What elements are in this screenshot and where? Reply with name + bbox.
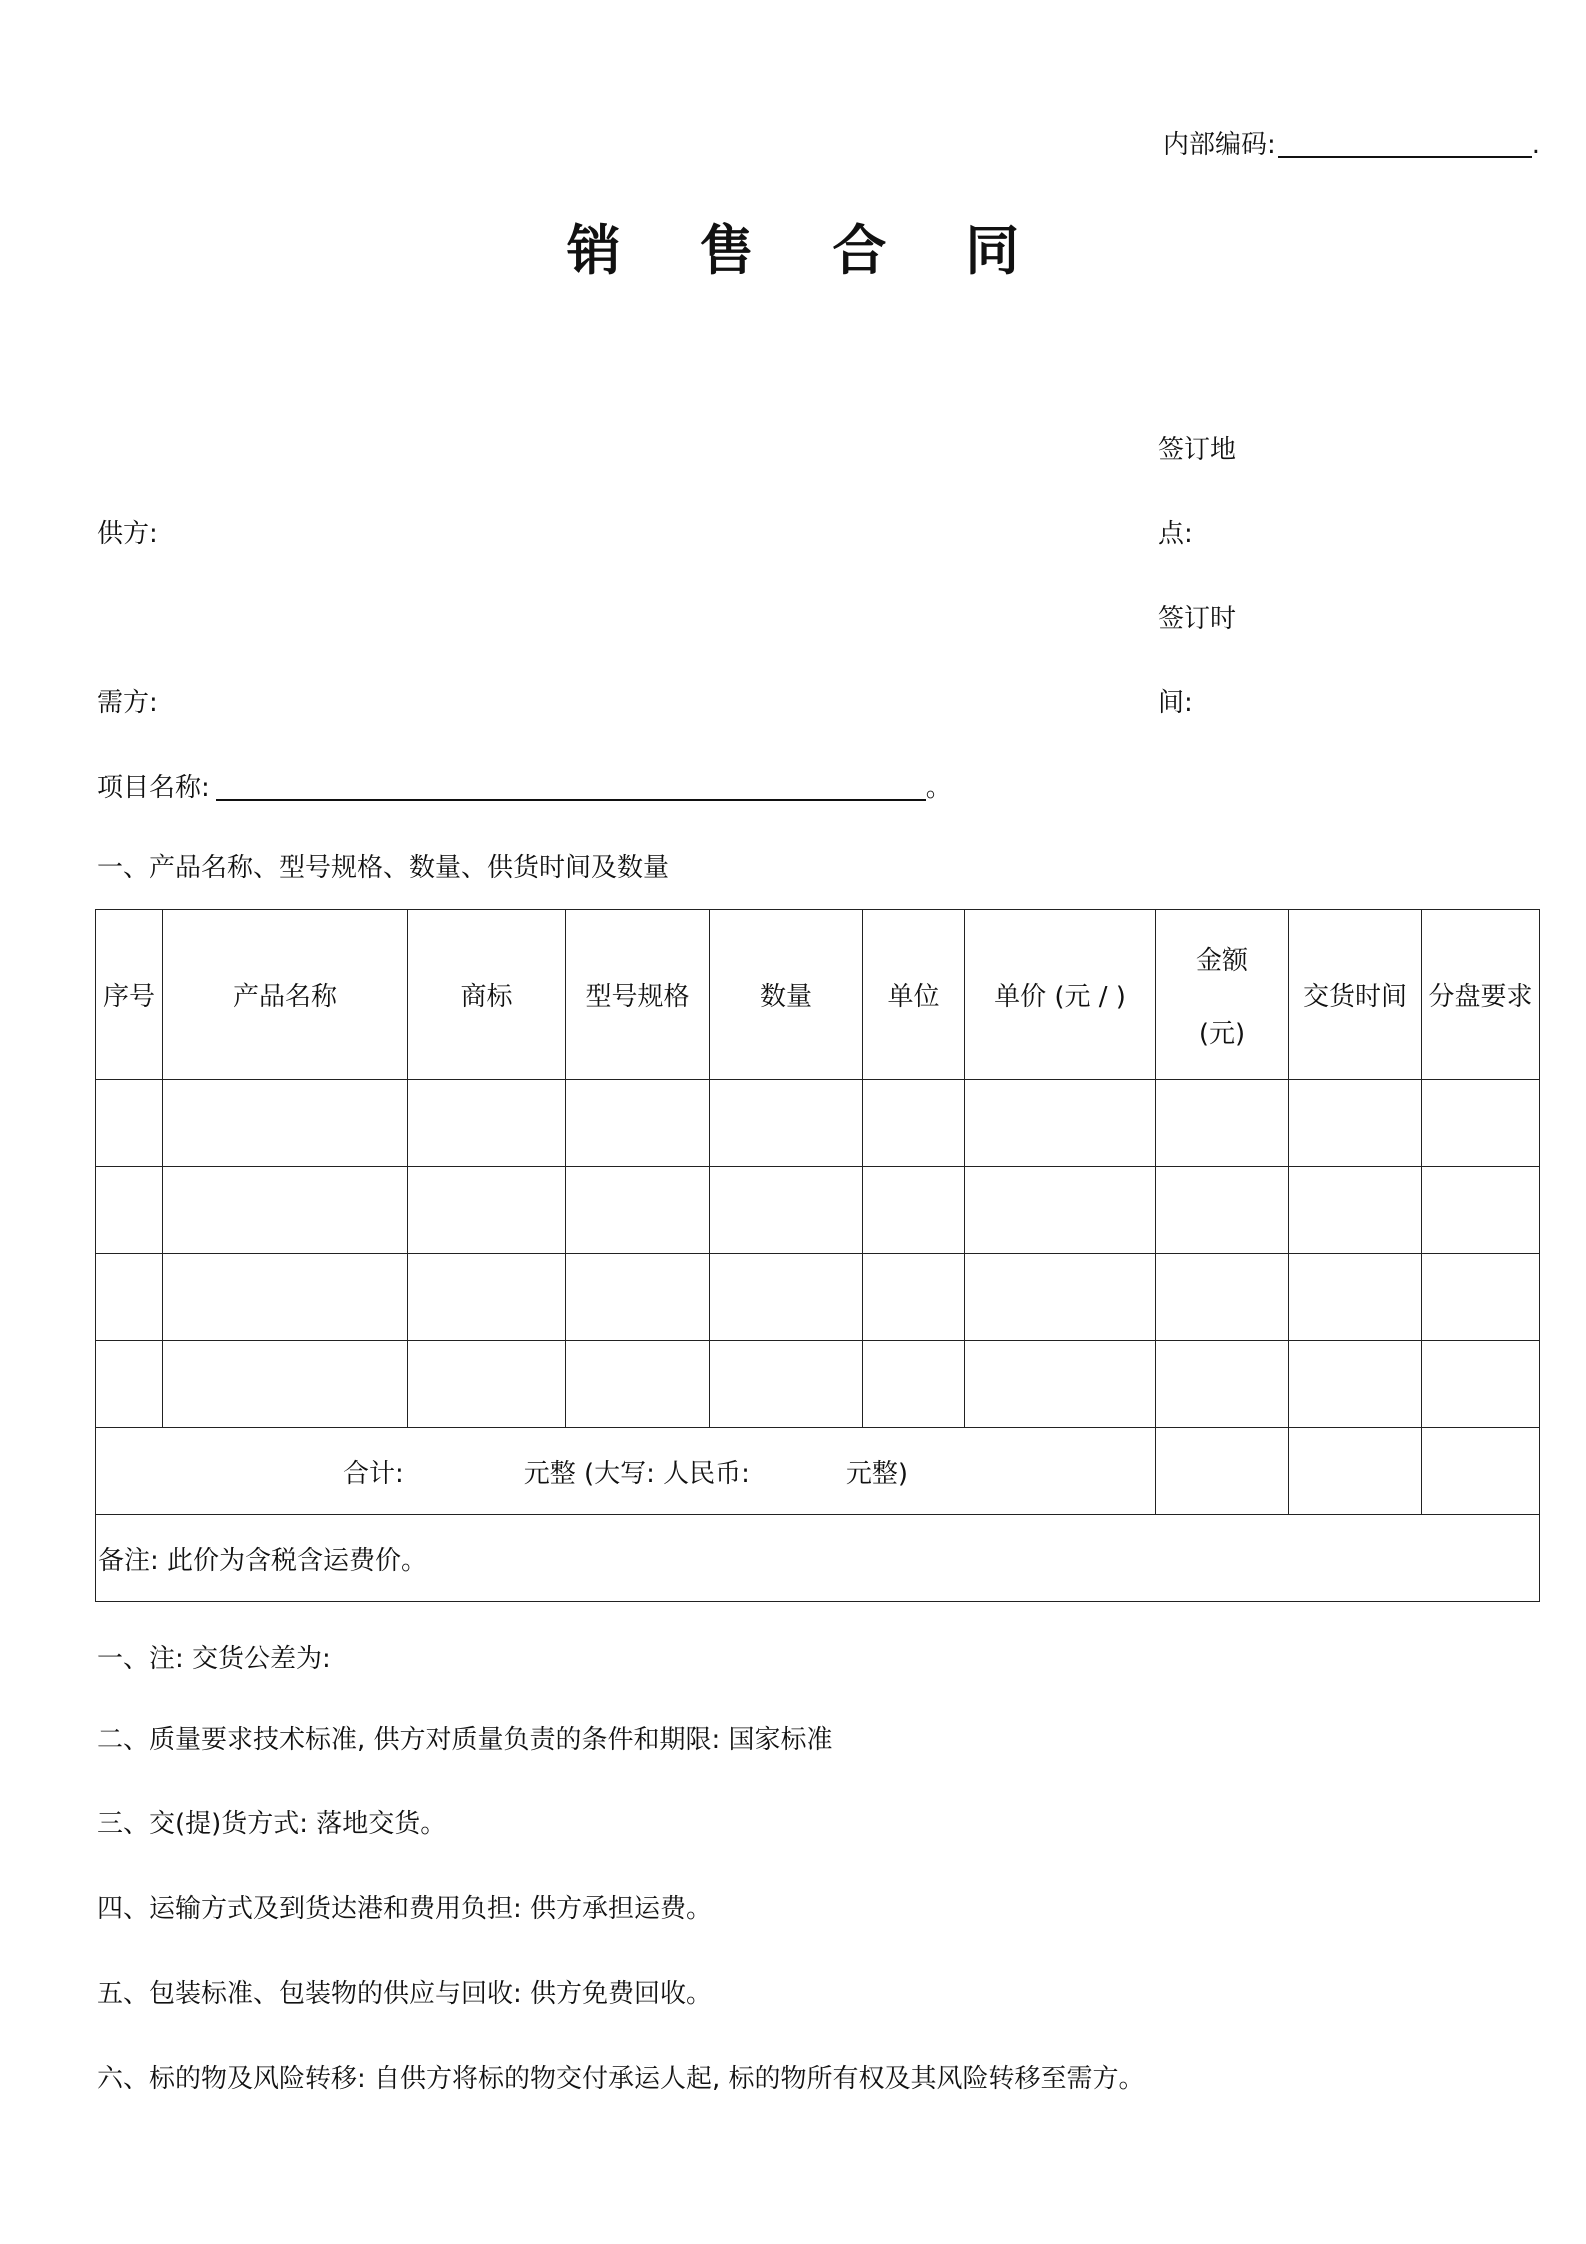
section1-heading: 一、产品名称、型号规格、数量、供货时间及数量: [97, 853, 670, 883]
clause-5: 五、包装标准、包装物的供应与回收: 供方免费回收。: [97, 1979, 713, 2009]
internal-code-suffix: .: [1531, 130, 1541, 160]
cell[interactable]: [1289, 1254, 1422, 1341]
header-price: 单价 (元 / ): [965, 910, 1156, 1080]
internal-code: [1163, 130, 1540, 158]
header-qty: 数量: [710, 910, 863, 1080]
total-cell: [96, 1428, 1156, 1515]
cell[interactable]: [163, 1080, 408, 1167]
clause-4: 四、运输方式及到货达港和费用负担: 供方承担运费。: [97, 1894, 713, 1924]
table-row: [96, 1080, 1540, 1167]
sign-time-line2: 间:: [1158, 688, 1193, 718]
cell[interactable]: [965, 1254, 1156, 1341]
table-row: [96, 1341, 1540, 1428]
note-row: [96, 1515, 1540, 1602]
clause-3: 三、交(提)货方式: 落地交货。: [97, 1809, 447, 1839]
cell[interactable]: [408, 1341, 566, 1428]
cell[interactable]: [1156, 1341, 1289, 1428]
clause-1: 一、注: 交货公差为:: [97, 1644, 331, 1674]
cell[interactable]: [1422, 1080, 1540, 1167]
table-row: [96, 1167, 1540, 1254]
cell[interactable]: [566, 1341, 710, 1428]
clause-6: 六、标的物及风险转移: 自供方将标的物交付承运人起, 标的物所有权及其风险转移至需方。: [97, 2064, 1145, 2094]
cell[interactable]: [1289, 1428, 1422, 1515]
cell[interactable]: [408, 1254, 566, 1341]
clause-2: 二、质量要求技术标准, 供方对质量负责的条件和期限: 国家标准: [97, 1725, 833, 1755]
cell[interactable]: [96, 1080, 163, 1167]
total-yuan: 元整 (大写: 人民币:: [523, 1458, 750, 1489]
cell[interactable]: [965, 1080, 1156, 1167]
header-model: 型号规格: [566, 910, 710, 1080]
header-amount-line1: 金额: [1195, 945, 1248, 976]
cell[interactable]: [566, 1254, 710, 1341]
cell[interactable]: [96, 1254, 163, 1341]
cell[interactable]: [408, 1080, 566, 1167]
supplier-label: 供方:: [97, 519, 158, 549]
document-title: 销 售 合 同: [566, 219, 1050, 282]
table-header-row: [96, 910, 1540, 1080]
header-split: 分盘要求: [1422, 910, 1540, 1080]
cell[interactable]: [965, 1341, 1156, 1428]
cell[interactable]: [96, 1167, 163, 1254]
header-product: 产品名称: [163, 910, 408, 1080]
cell[interactable]: [1156, 1428, 1289, 1515]
header-amount-line2: (元): [1198, 1018, 1246, 1049]
cell[interactable]: [1422, 1167, 1540, 1254]
cell[interactable]: [163, 1167, 408, 1254]
cell[interactable]: [863, 1254, 965, 1341]
cell[interactable]: [566, 1167, 710, 1254]
cell[interactable]: [1422, 1254, 1540, 1341]
cell[interactable]: [710, 1341, 863, 1428]
cell[interactable]: [863, 1167, 965, 1254]
cell[interactable]: [96, 1341, 163, 1428]
note-cell: 备注: 此价为含税含运费价。: [96, 1515, 1540, 1602]
cell[interactable]: [710, 1167, 863, 1254]
internal-code-label: 内部编码:: [1163, 130, 1276, 160]
cell[interactable]: [863, 1080, 965, 1167]
cell[interactable]: [1156, 1080, 1289, 1167]
goods-table: [95, 909, 1540, 1602]
project-name: [97, 771, 952, 801]
cell[interactable]: [566, 1080, 710, 1167]
sign-time-line1: 签订时: [1158, 604, 1237, 634]
total-yuan-end: 元整): [845, 1458, 909, 1489]
cell[interactable]: [1289, 1080, 1422, 1167]
cell[interactable]: [863, 1341, 965, 1428]
sign-place-line2: 点:: [1158, 519, 1193, 549]
header-amount: [1156, 910, 1289, 1080]
project-blank: [216, 771, 926, 801]
internal-code-blank: [1278, 130, 1532, 158]
cell[interactable]: [965, 1167, 1156, 1254]
buyer-label: 需方:: [97, 688, 158, 718]
total-label: 合计:: [342, 1458, 404, 1489]
cell[interactable]: [163, 1341, 408, 1428]
cell[interactable]: [408, 1167, 566, 1254]
cell[interactable]: [710, 1080, 863, 1167]
sign-place-line1: 签订地: [1158, 435, 1237, 465]
total-row: [96, 1428, 1540, 1515]
header-seq: 序号: [96, 910, 163, 1080]
header-unit: 单位: [863, 910, 965, 1080]
header-brand: 商标: [408, 910, 566, 1080]
project-suffix: 。: [925, 773, 952, 803]
project-label: 项目名称:: [97, 773, 210, 803]
cell[interactable]: [163, 1254, 408, 1341]
cell[interactable]: [1156, 1254, 1289, 1341]
cell[interactable]: [1422, 1341, 1540, 1428]
cell[interactable]: [1156, 1167, 1289, 1254]
table-row: [96, 1254, 1540, 1341]
header-delivery: 交货时间: [1289, 910, 1422, 1080]
cell[interactable]: [1289, 1167, 1422, 1254]
cell[interactable]: [710, 1254, 863, 1341]
cell[interactable]: [1422, 1428, 1540, 1515]
cell[interactable]: [1289, 1341, 1422, 1428]
